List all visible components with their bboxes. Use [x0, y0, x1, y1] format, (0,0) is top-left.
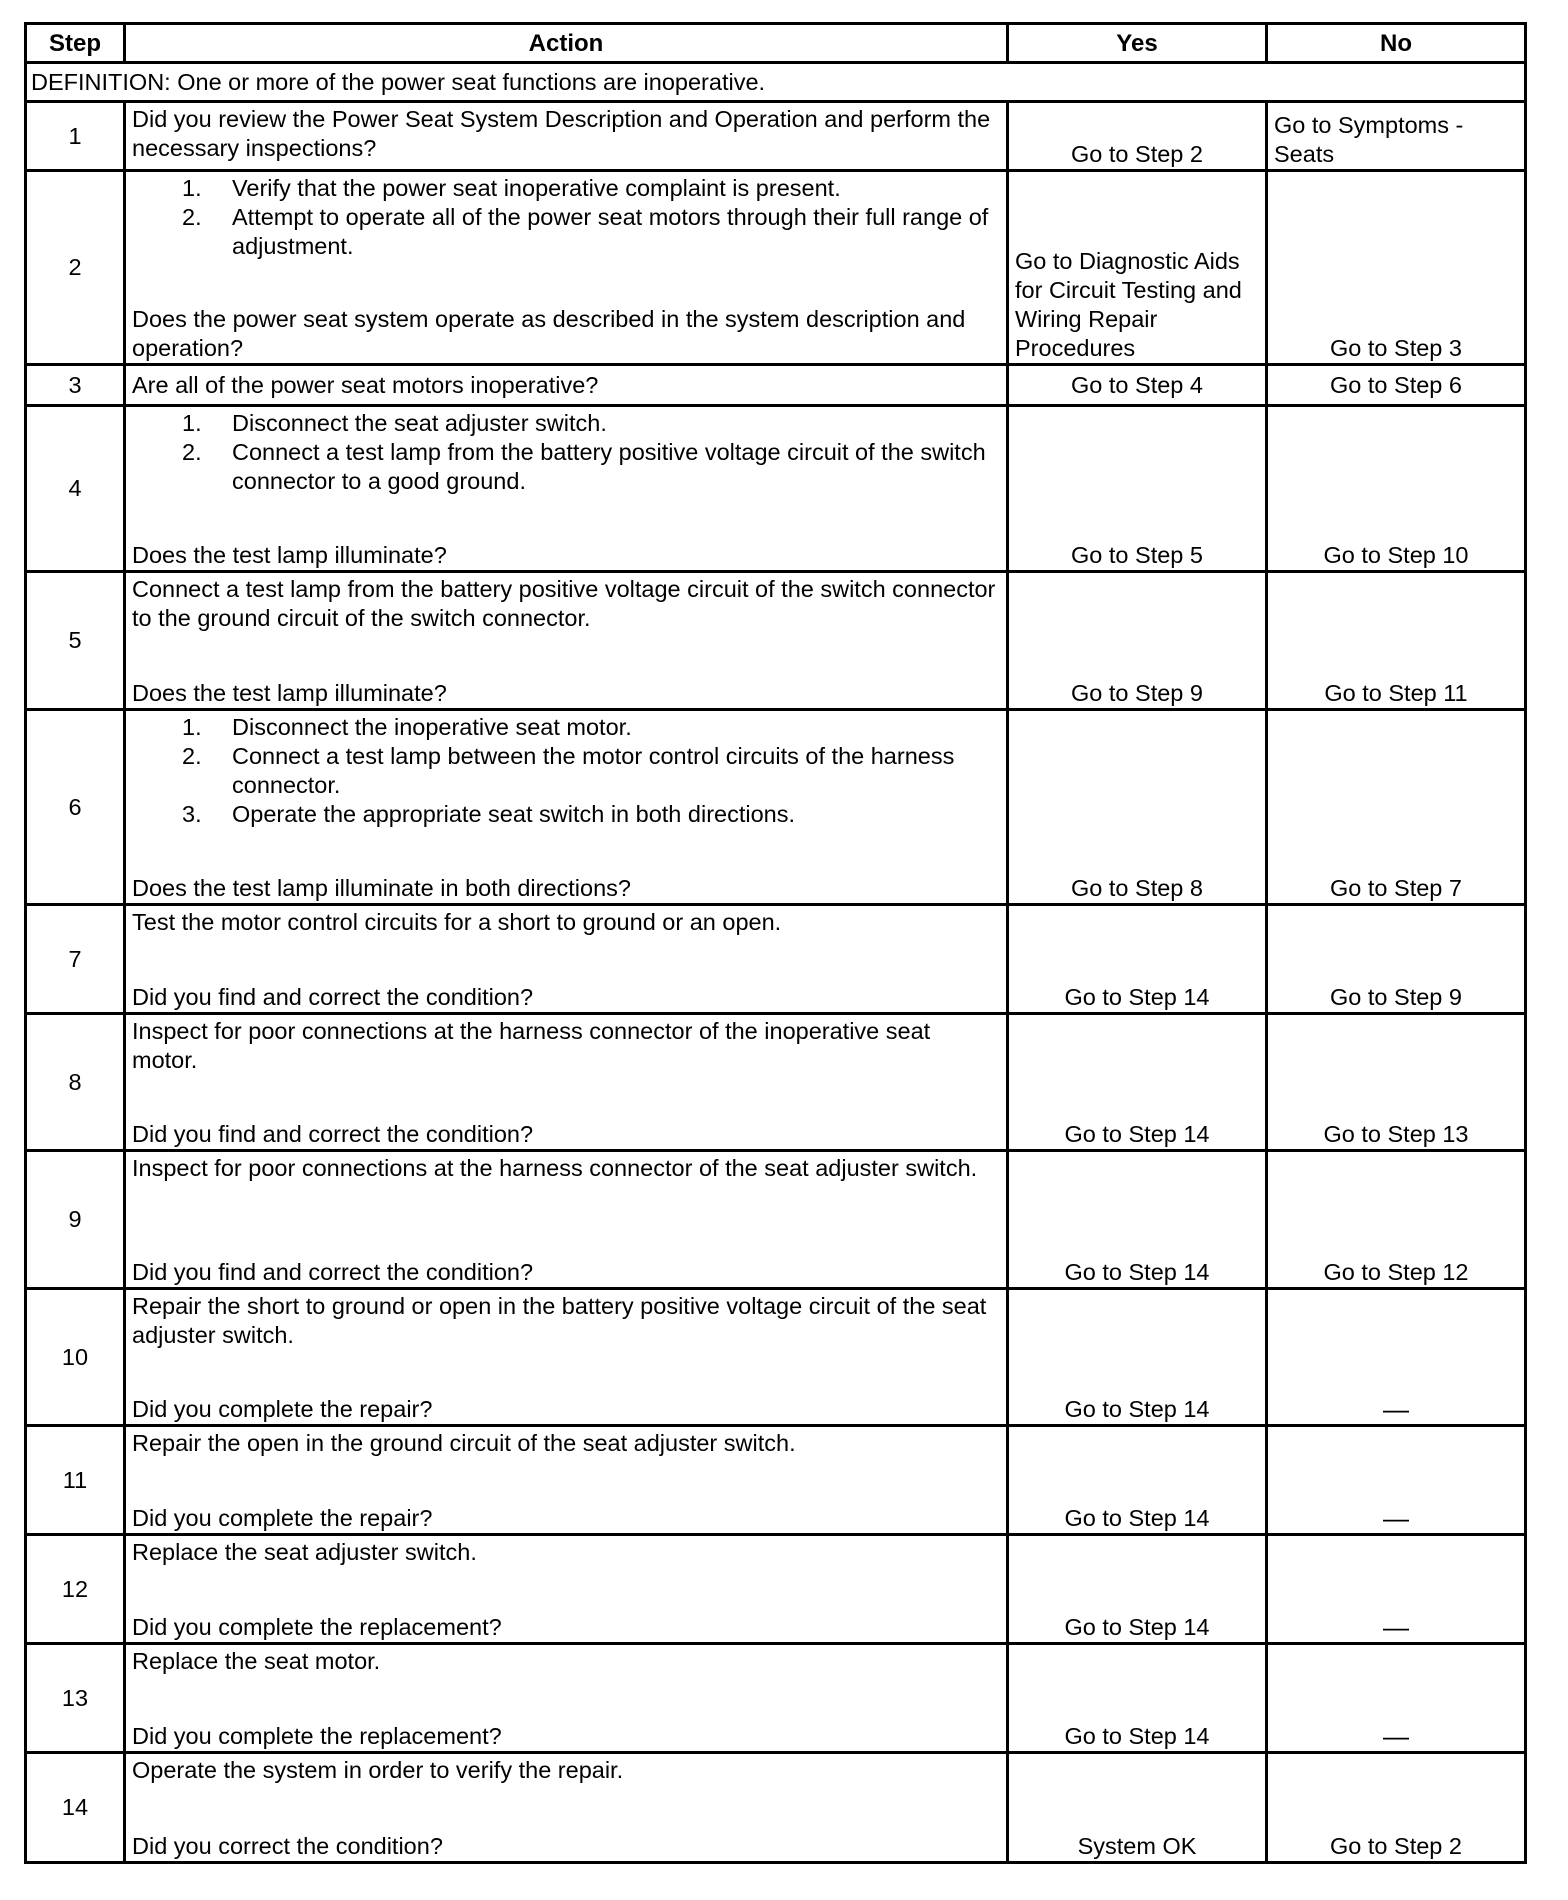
action-cell [125, 1151, 1008, 1289]
yes-cell: Go to Step 14 [1008, 1644, 1267, 1753]
header-action: Action [125, 24, 1008, 63]
action-cell [125, 572, 1008, 710]
step-number: 10 [26, 1289, 125, 1426]
step-number: 9 [26, 1151, 125, 1289]
action-intro: Test the motor control circuits for a short to ground or an open. [132, 909, 782, 935]
action-cell [125, 1289, 1008, 1426]
no-cell: — [1267, 1289, 1526, 1426]
list-item: 1. Disconnect the inoperative seat motor. [182, 714, 632, 740]
header-step: Step [26, 24, 125, 63]
action-question: Did you find and correct the condition? [132, 984, 534, 1010]
list-item: 2. Attempt to operate all of the power seat motors through their full range of adjustment. [182, 204, 989, 259]
step-number: 8 [26, 1014, 125, 1151]
yes-cell: Go to Step 4 [1008, 365, 1267, 406]
step-number: 5 [26, 572, 125, 710]
yes-cell: Go to Step 2 [1008, 102, 1267, 171]
definition-row [26, 63, 1526, 102]
table-row [26, 1289, 1526, 1426]
table-row [26, 171, 1526, 365]
list-item: 1. Verify that the power seat inoperative complaint is present. [182, 175, 841, 201]
action-cell [125, 1535, 1008, 1644]
list-item: 2. Connect a test lamp from the battery positive voltage circuit of the switch connector to a good ground. [182, 439, 986, 494]
table-row [26, 365, 1526, 406]
action-intro: Operate the system in order to verify the repair. [132, 1757, 624, 1783]
action-intro: Did you review the Power Seat System Description and Operation and perform the necessary inspections? [132, 106, 991, 161]
header-yes: Yes [1008, 24, 1267, 63]
action-cell [125, 1426, 1008, 1535]
step-number: 2 [26, 171, 125, 365]
action-cell [125, 406, 1008, 572]
action-question: Are all of the power seat motors inoperative? [132, 371, 599, 398]
list-item: 3. Operate the appropriate seat switch in both directions. [182, 801, 796, 827]
action-question: Did you complete the replacement? [132, 1614, 502, 1640]
table-row [26, 406, 1526, 572]
action-cell [125, 1644, 1008, 1753]
action-cell [125, 1753, 1008, 1863]
action-intro: Replace the seat adjuster switch. [132, 1539, 477, 1565]
list-item: 2. Connect a test lamp between the motor control circuits of the harness connector. [182, 743, 955, 798]
table-row [26, 905, 1526, 1014]
action-intro: Repair the open in the ground circuit of the seat adjuster switch. [132, 1430, 796, 1456]
no-cell: Go to Step 12 [1267, 1151, 1526, 1289]
action-cell [125, 365, 1008, 406]
table-row [26, 1644, 1526, 1753]
action-intro: Inspect for poor connections at the harness connector of the inoperative seat motor. [132, 1018, 931, 1073]
action-intro: Replace the seat motor. [132, 1648, 381, 1674]
diagnostic-table [24, 22, 1527, 1864]
action-question: Does the test lamp illuminate? [132, 542, 447, 568]
table-row [26, 1426, 1526, 1535]
action-cell [125, 710, 1008, 905]
action-cell [125, 1014, 1008, 1151]
step-number: 1 [26, 102, 125, 171]
action-question: Does the test lamp illuminate? [132, 680, 447, 706]
step-number: 4 [26, 406, 125, 572]
yes-cell: Go to Step 14 [1008, 905, 1267, 1014]
yes-cell: Go to Step 14 [1008, 1151, 1267, 1289]
action-cell [125, 905, 1008, 1014]
no-cell: — [1267, 1426, 1526, 1535]
no-cell: Go to Step 2 [1267, 1753, 1526, 1863]
step-number: 11 [26, 1426, 125, 1535]
table-row [26, 572, 1526, 710]
action-question: Does the test lamp illuminate in both directions? [132, 875, 631, 901]
yes-cell: Go to Step 5 [1008, 406, 1267, 572]
header-row [26, 24, 1526, 63]
action-question: Did you find and correct the condition? [132, 1121, 534, 1147]
action-intro: Connect a test lamp from the battery positive voltage circuit of the switch connector to the ground circuit of the switch connector. [132, 576, 996, 631]
definition-text: DEFINITION: One or more of the power seat functions are inoperative. [26, 63, 1526, 102]
step-number: 6 [26, 710, 125, 905]
no-cell: — [1267, 1535, 1526, 1644]
no-cell: Go to Step 9 [1267, 905, 1526, 1014]
yes-cell: Go to Step 8 [1008, 710, 1267, 905]
table-row [26, 1535, 1526, 1644]
list-item: 1. Disconnect the seat adjuster switch. [182, 410, 607, 436]
table-row [26, 102, 1526, 171]
step-number: 7 [26, 905, 125, 1014]
yes-cell: Go to Step 14 [1008, 1014, 1267, 1151]
step-number: 3 [26, 365, 125, 406]
table-row [26, 1014, 1526, 1151]
no-cell: Go to Symptoms - Seats [1267, 102, 1526, 171]
no-cell: — [1267, 1644, 1526, 1753]
action-intro: Repair the short to ground or open in the battery positive voltage circuit of the seat adjuster switch. [132, 1293, 987, 1348]
action-cell [125, 102, 1008, 171]
step-number: 14 [26, 1753, 125, 1863]
step-number: 13 [26, 1644, 125, 1753]
action-question: Did you complete the replacement? [132, 1723, 502, 1749]
action-cell [125, 171, 1008, 365]
table-row [26, 710, 1526, 905]
yes-cell: Go to Step 9 [1008, 572, 1267, 710]
yes-cell: Go to Diagnostic Aids for Circuit Testing and Wiring Repair Procedures [1008, 171, 1267, 365]
no-cell: Go to Step 6 [1267, 365, 1526, 406]
action-question: Does the power seat system operate as described in the system description and operation? [132, 306, 966, 361]
table-row [26, 1753, 1526, 1863]
step-number: 12 [26, 1535, 125, 1644]
action-question: Did you correct the condition? [132, 1833, 443, 1859]
yes-cell: Go to Step 14 [1008, 1535, 1267, 1644]
action-question: Did you complete the repair? [132, 1396, 433, 1422]
header-no: No [1267, 24, 1526, 63]
table-row [26, 1151, 1526, 1289]
action-intro: Inspect for poor connections at the harness connector of the seat adjuster switch. [132, 1155, 978, 1181]
no-cell: Go to Step 10 [1267, 406, 1526, 572]
action-question: Did you complete the repair? [132, 1505, 433, 1531]
no-cell: Go to Step 7 [1267, 710, 1526, 905]
yes-cell: Go to Step 14 [1008, 1426, 1267, 1535]
yes-cell: System OK [1008, 1753, 1267, 1863]
action-question: Did you find and correct the condition? [132, 1259, 534, 1285]
yes-cell: Go to Step 14 [1008, 1289, 1267, 1426]
no-cell: Go to Step 11 [1267, 572, 1526, 710]
no-cell: Go to Step 13 [1267, 1014, 1526, 1151]
no-cell: Go to Step 3 [1267, 171, 1526, 365]
